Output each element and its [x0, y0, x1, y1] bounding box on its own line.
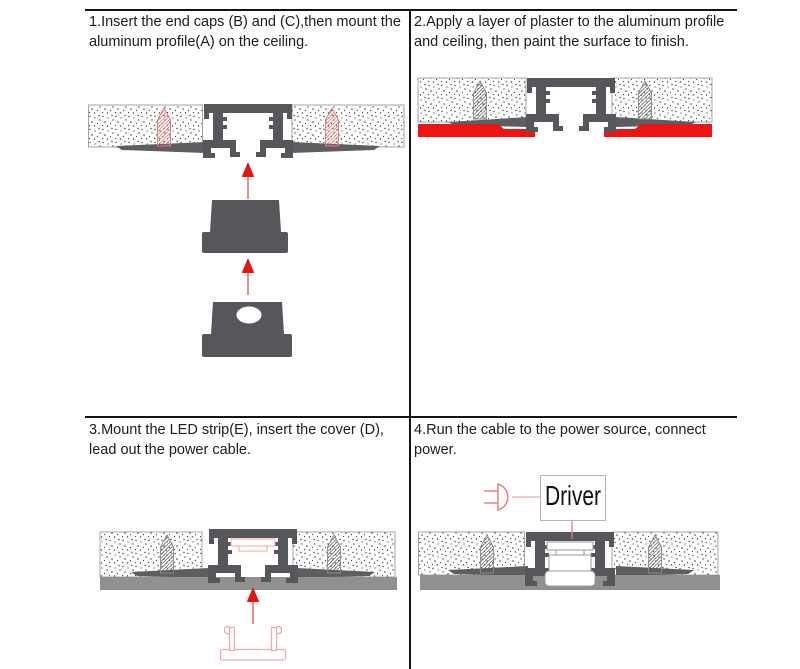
step2-line1: 2.Apply a layer of plaster to the aluminum profile	[414, 14, 725, 30]
step3-line2: lead out the power cable.	[89, 441, 252, 458]
step3-line1: 3.Mount the LED strip(E), insert the cover (D),	[89, 422, 384, 438]
step3-caption	[89, 421, 384, 460]
step4-line1: 4.Run the cable to the power source, connect	[414, 422, 706, 438]
step4-caption	[414, 421, 706, 460]
end-cap-c	[202, 302, 292, 357]
ceiling-board-right	[292, 105, 404, 147]
end-cap-b	[202, 200, 288, 253]
step2-caption	[414, 13, 724, 52]
step1-line2: aluminum profile(A) on the ceiling.	[89, 33, 309, 50]
driver-label: Driver	[545, 480, 601, 511]
up-arrow-icon	[242, 258, 255, 295]
step2-line2: and ceiling, then paint the surface to finish.	[414, 33, 689, 50]
diagram-step3-led-strip-cover	[95, 525, 410, 667]
up-arrow-icon	[247, 587, 260, 624]
step4-line2: power.	[414, 441, 457, 458]
up-arrow-icon	[242, 162, 255, 199]
painted-plaster-band	[100, 577, 397, 590]
diagram-step4-connect-power	[418, 462, 730, 640]
step1-line1: 1.Insert the end caps (B) and (C),then mount the	[89, 14, 401, 30]
installed-cover-and-strip	[545, 542, 595, 586]
divider-top	[85, 9, 737, 11]
ceiling-board-right	[612, 78, 712, 122]
aluminum-profile-a	[203, 104, 293, 158]
step1-caption	[89, 13, 401, 52]
aluminum-profile-a	[208, 529, 298, 583]
ceiling-board-left	[89, 105, 203, 147]
power-plug-icon	[484, 484, 508, 510]
aluminum-profile-a	[526, 78, 616, 132]
cable-hole	[237, 307, 262, 324]
diagram-step2-plaster	[414, 70, 734, 162]
cover-d	[221, 627, 286, 661]
diagram-step1-mount-profile	[88, 88, 408, 380]
ceiling-board-left	[418, 78, 526, 122]
divider-horizontal	[85, 416, 737, 418]
led-strip-e	[231, 539, 275, 551]
